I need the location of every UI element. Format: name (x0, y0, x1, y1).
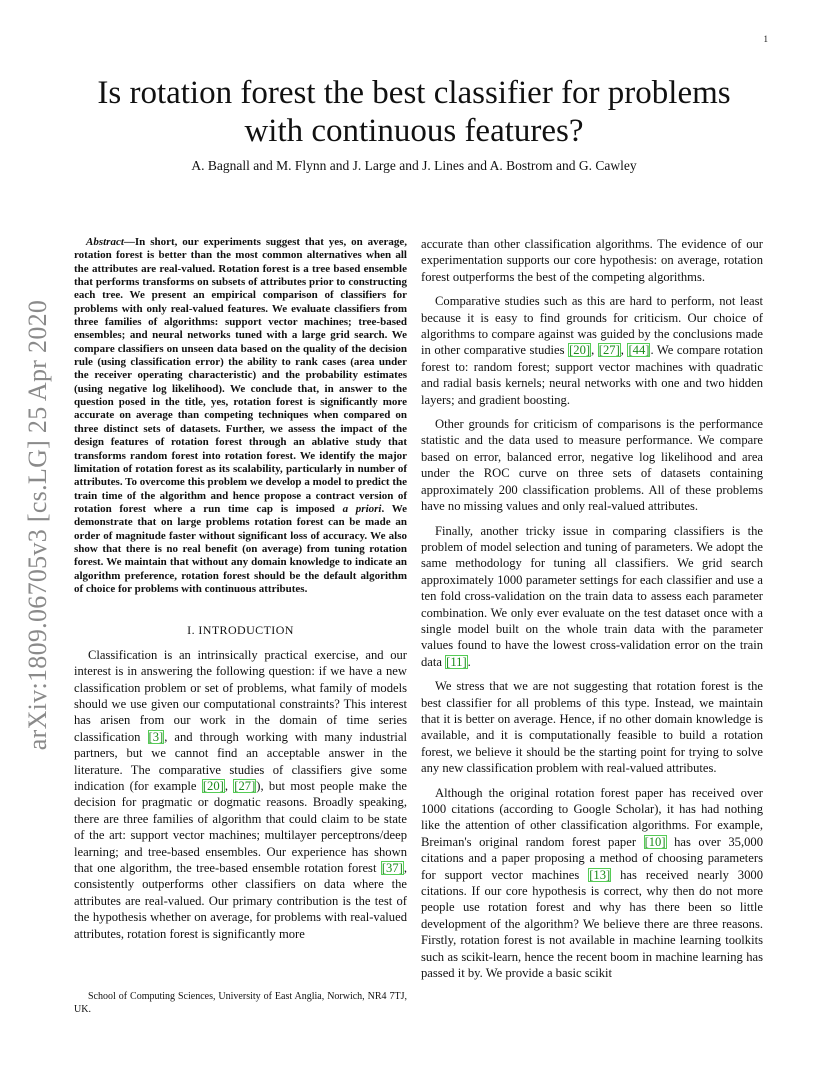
citation-link[interactable]: [27] (234, 778, 256, 793)
paragraph-text: , consistently outperforms other classifiers on data where the attributes are real-valued. Our primary contribution is the test of the hypothesis whether on average, for problems with real-valued attributes, rotation forest is significantly more (74, 860, 407, 941)
abstract (74, 236, 407, 596)
paper-title: Is rotation forest the best classifier for problems with continuous features? (97, 75, 731, 149)
paragraph-text: has over 35,000 citations and a paper proposing a method of choosing parameters for support vector machines (421, 834, 763, 882)
paragraph-comparative-studies (421, 293, 763, 408)
section-heading-introduction: I. INTRODUCTION (187, 623, 294, 638)
paragraph-citations (421, 785, 763, 982)
paragraph-text: , (591, 343, 598, 358)
citation-link[interactable]: [27] (598, 343, 620, 358)
paragraph-text: , (620, 343, 628, 358)
author-list: A. Bagnall and M. Flynn and J. Large and J. Lines and A. Bostrom and G. Cawley (191, 158, 637, 173)
paragraph-continuation: accurate than other classification algorithms. The evidence of our experimentation supports our core hypothesis: on average, rotation forest outperforms the best of the competing algorithms. (421, 237, 763, 284)
citation-link[interactable]: [3] (148, 729, 164, 744)
affiliation-footnote: School of Computing Sciences, University of East Anglia, Norwich, NR4 7TJ, UK. (74, 991, 407, 1015)
abstract-emphasis: a priori (342, 502, 382, 515)
paragraph-model-selection (421, 523, 763, 671)
paragraph-text: Finally, another tricky issue in comparing classifiers is the problem of model selection and tuning of parameters. We adopt the same methodology for tuning all classifiers. We grid search approximately 1000 parameter settings for each classifier and use a ten fold cross-validation on the train data to assess each parameter combination. We only ever evaluate on the test dataset once with a single model built on the whole train data with the parameter values found to have the lowest cross-validation error on the train data (421, 523, 763, 669)
intro-paragraph (74, 647, 407, 942)
paragraph-performance-statistic: Other grounds for criticism of comparisons is the performance statistic and the data used to measure performance. We compare based on error, balanced error, negative log likelihood and area under the ROC curve on three sets of datasets containing approximately 200 classification problems. All of these problems have no missing values and only real-valued attributes. (421, 417, 763, 514)
citation-link[interactable]: [44] (628, 343, 650, 358)
paragraph-text: , (224, 778, 234, 793)
arxiv-side-stamp (10, 285, 66, 765)
page-number: 1 (763, 34, 768, 44)
citation-link[interactable]: [13] (589, 867, 611, 882)
paragraph-hypothesis-stress: We stress that we are not suggesting that rotation forest is the best classifier for all problems of this type. Instead, we maintain that it is better on average. Hence, if no other domain knowledge is available, and it is computationally feasible to build a rotation forest, we believe it should be the starting point for trying to solve any new classification problem with real-valued attributes. (421, 679, 763, 776)
paragraph-text: Although the original rotation forest paper has received over 1000 citations (according to Google Scholar), it has had nothing like the attention of other classification algorithms. For example, Breiman's original random forest paper (421, 785, 763, 849)
paragraph-text: , and through working with many industrial partners, but we cannot find an acceptable answer in the literature. The comparative studies of classifiers give some indication (for example (74, 729, 407, 793)
arxiv-identifier[interactable]: arXiv:1809.06705v3 [cs.LG] 25 Apr 2020 (23, 299, 52, 751)
citation-link[interactable]: [10] (644, 834, 666, 849)
paragraph-text: . We compare rotation forest to: random forest; support vector machines with quadratic and radial basis kernels; neural networks with one and two hidden layers; and gradient boosting. (421, 343, 764, 407)
right-column (421, 236, 763, 989)
paragraph-text: ), but most people make the decision for pragmatic or dogmatic reasons. Broadly speaking, there are three families of algorithm that could claim to be state of the art: support vector machines; multilayer perceptrons/deep learning; and tree-based ensembles. Our experience has shown that one algorithm, the tree-based ensemble rotation forest (74, 778, 407, 875)
abstract-label: Abstract (86, 236, 124, 248)
citation-link[interactable]: [20] (569, 343, 591, 358)
left-column (74, 236, 407, 950)
citation-link[interactable]: [20] (202, 778, 224, 793)
citation-link[interactable]: [11] (446, 654, 467, 669)
citation-link[interactable]: [37] (381, 860, 403, 875)
paragraph-text: Comparative studies such as this are hard to perform, not least because it is easy to find grounds for criticism. Our choice of algorithms to compare against was guided by the conclusions made in other comparative studies (421, 294, 763, 358)
abstract-text-end: . We demonstrate that on large problems rotation forest can be made an order of magnitude faster without significant loss of accuracy. We also show that there is no real benefit (on average) from tuning rotation forest. We maintain that without any domain knowledge to indicate an algorithm preference, rotation forest should be the default algorithm of choice for problems with continuous attributes. (74, 502, 408, 595)
paragraph-text: has received nearly 3000 citations. If our core hypothesis is correct, why then do not more people use rotation forest and why has there been so little development of the algorithm? We believe there are three reasons. Firstly, rotation forest is not available in machine learning toolkits such as scikit-learn, hence the recent boom in machine learning has passed it by. We provide a basic scikit (421, 867, 763, 981)
paragraph-text: . (467, 654, 471, 669)
abstract-text: —In short, our experiments suggest that yes, on average, rotation forest is better than the most common alternatives when all the attributes are real-valued. Rotation forest is a tree based ensemble that performs transforms on subsets of attributes prior to constructing each tree. We present an empirical comparison of classifiers for problems with only real-valued features. We evaluate classifiers from three families of algorithms: support vector machines; tree-based ensembles; and neural networks tuned with a large grid search. We compare classifiers on unseen data based on the quality of the decision rule (using classification error) the ability to rank cases (area under the receiver operating characteristic) and the probability estimates (using negative log likelihood). We conclude that, in answer to the question posed in the title, yes, rotation forest is significantly more accurate on average than competing techniques when compared on three distinct sets of datasets. Further, we assess the impact of the design features of rotation forest through an ablative study that transforms random forest into rotation forest. We identify the major limitation of rotation forest as its scalability, particularly in number of attributes. To overcome this problem we develop a model to predict the train time of the algorithm and hence propose a contract version of rotation forest where a run time cap is imposed (74, 236, 407, 515)
paragraph-text: Classification is an intrinsically practical exercise, and our interest is in answering the following question: if we have a new classification problem or set of problems, what family of models should we use given our computational constraints? This interest has arisen from our work in the domain of time series classification (74, 647, 407, 744)
